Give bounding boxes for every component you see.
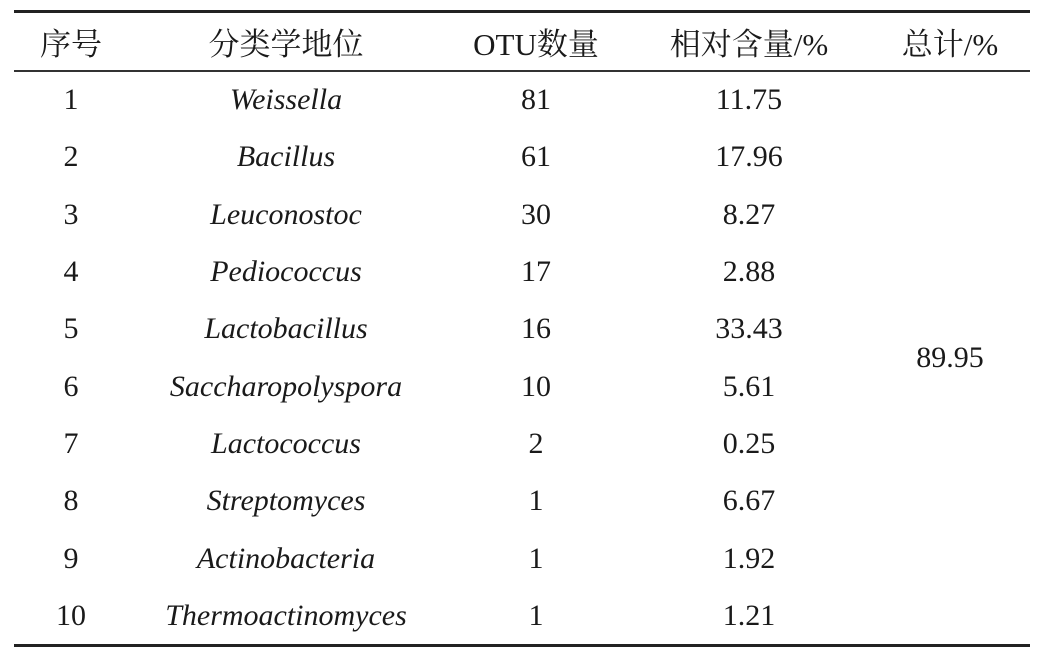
cell-relative-content: 5.61 (722, 369, 776, 403)
table-bottom-rule (14, 644, 1030, 647)
cell-otu-count: 17 (521, 255, 551, 289)
cell-relative-content: 8.27 (722, 197, 776, 231)
cell-genus: Leuconostoc (210, 197, 362, 231)
data-table (14, 13, 1030, 70)
cell-index: 7 (63, 426, 79, 460)
header-otu-count: OTU数量 (473, 27, 599, 62)
cell-relative-content: 6.67 (722, 484, 776, 518)
cell-genus: Thermoactinomyces (165, 598, 407, 632)
cell-index: 10 (56, 598, 86, 632)
cell-index: 8 (63, 484, 79, 518)
cell-otu-count: 30 (521, 197, 551, 231)
cell-genus: Lactobacillus (204, 312, 368, 346)
cell-otu-count: 10 (521, 369, 551, 403)
cell-relative-content: 11.75 (715, 83, 783, 117)
cell-index: 2 (63, 140, 79, 174)
cell-index: 1 (63, 83, 79, 117)
header-index: 序号 (40, 27, 102, 62)
cell-genus: Weissella (229, 83, 343, 117)
cell-otu-count: 2 (528, 426, 544, 460)
cell-genus: Streptomyces (206, 484, 366, 518)
cell-index: 4 (63, 255, 79, 289)
cell-relative-content: 0.25 (722, 426, 776, 460)
cell-index: 6 (63, 369, 79, 403)
cell-index: 5 (63, 312, 79, 346)
cell-relative-content: 1.21 (722, 598, 776, 632)
header-total: 总计/% (901, 27, 999, 62)
cell-genus: Saccharopolyspora (169, 369, 403, 403)
cell-index: 3 (63, 197, 79, 231)
otu-table (14, 10, 1030, 647)
cell-relative-content: 17.96 (715, 140, 783, 174)
cell-otu-count: 61 (521, 140, 551, 174)
cell-otu-count: 1 (528, 541, 544, 575)
header-taxonomy: 分类学地位 (208, 27, 364, 62)
cell-genus: Bacillus (236, 140, 336, 174)
cell-index: 9 (63, 541, 79, 575)
cell-genus: Lactococcus (211, 426, 361, 460)
table-row (14, 72, 1030, 129)
data-table-body (14, 72, 1030, 645)
cell-genus: Pediococcus (210, 255, 362, 289)
header-row (14, 13, 1030, 70)
cell-genus: Actinobacteria (196, 541, 376, 575)
cell-relative-content: 1.92 (722, 541, 776, 575)
cell-relative-content: 33.43 (715, 312, 783, 346)
cell-relative-content: 2.88 (722, 255, 776, 289)
cell-otu-count: 1 (528, 484, 544, 518)
cell-otu-count: 16 (521, 312, 551, 346)
cell-otu-count: 81 (521, 83, 551, 117)
cell-otu-count: 1 (528, 598, 544, 632)
cell-total: 89.95 (916, 340, 984, 374)
header-relative-content: 相对含量/% (669, 27, 829, 62)
